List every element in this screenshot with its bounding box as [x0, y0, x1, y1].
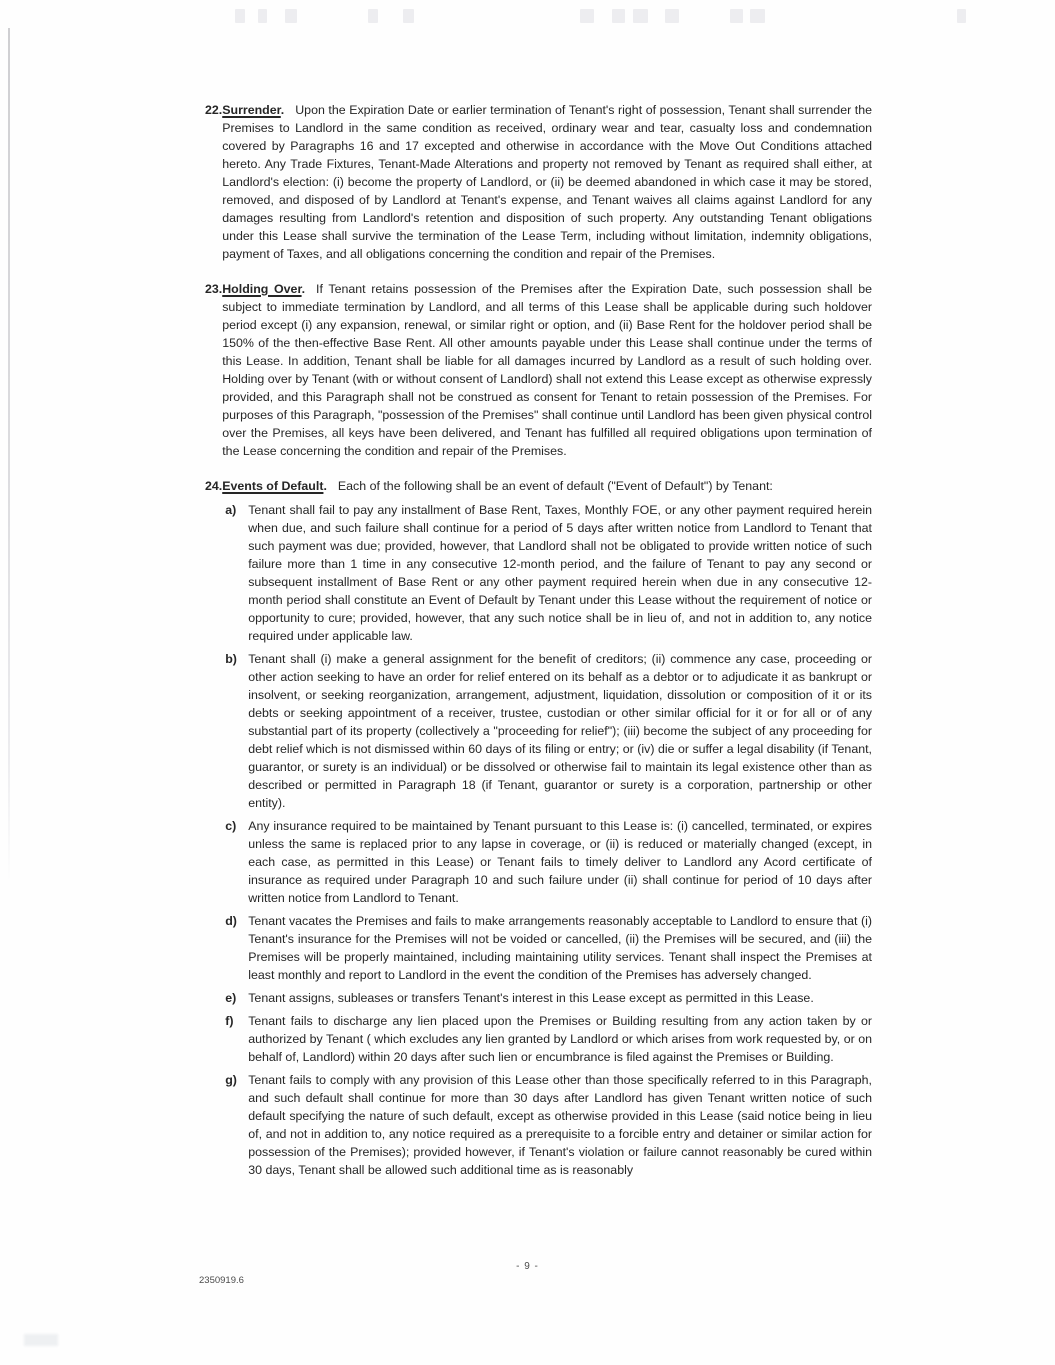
- section-body-text: Each of the following shall be an event of default ("Event of Default") by Tenant:: [337, 479, 773, 493]
- scan-mark: [580, 9, 594, 23]
- section-heading: Holding Over: [222, 282, 302, 296]
- default-items-list: [222, 501, 872, 1179]
- default-item-f: [222, 1012, 872, 1066]
- item-letter: c): [225, 819, 237, 833]
- item-text: Tenant shall (i) make a general assignment for the benefit of creditors; (ii) commence any case, proceeding or other action seeking to have an order for relief entered on its behalf as a debtor or to adjudicate it as bankrupt or insolvent, or seeking reorganization, arrangement, adjustment, liquidation, dissolution or composition of it or its debts or seeking appointment of a receiver, trustee, custodian or other similar official for it or for all or of any substantial part of its property (collectively a "proceeding for relief"); (iii) become the subject of any proceeding for debt relief which is not dismissed within 60 days of its filing or entry; or (iv) die or suffer a legal disability (if Tenant, guarantor, or surety is an individual) or be dissolved or otherwise fail to maintain its legal existence other than as described or permitted in Paragraph 18 (if Tenant, guarantor or surety is a corporation, partnership or other entity).: [248, 652, 872, 810]
- scan-mark: [730, 9, 743, 23]
- scan-mark: [633, 9, 648, 23]
- default-item-c: [222, 817, 872, 907]
- section-number: 23.: [205, 282, 223, 296]
- section-heading: Events of Default: [222, 479, 324, 493]
- section-paragraph: [222, 280, 872, 460]
- scan-mark: [285, 9, 297, 23]
- item-text: Tenant shall fail to pay any installment of Base Rent, Taxes, Monthly FOE, or any other payment required herein when due, and such failure shall continue for a period of 5 days after written notice from Landlord to Tenant that such payment was due; provided, however, that Landlord shall not be obligated to provide written notice of such failure more than 1 time in any consecutive 12-month period, and the failure of Tenant to pay any second or subsequent installment of Base Rent or any other payment required herein when due in any consecutive 12-month period shall constitute an Event of Default by Tenant under this Lease without the requirement of notice or opportunity to cure; provided, however, that any such notice shall be in lieu of, and not in addition to, any notice required under applicable law.: [248, 503, 872, 643]
- item-text: Tenant vacates the Premises and fails to make arrangements reasonably acceptable to Landlord to ensure that (i) Tenant's insurance for the Premises will not be voided or cancelled, (ii) the Premises will be secured, and (iii) the Premises will be properly maintained, including maintaining utility services. Tenant shall inspect the Premises at least monthly and report to Landlord in the event the condition of the Premises has adversely changed.: [248, 914, 872, 982]
- default-item-g: [222, 1071, 872, 1179]
- lease-text-block: [205, 101, 872, 1196]
- item-letter: e): [225, 991, 237, 1005]
- item-letter: a): [225, 503, 237, 517]
- scan-mark: [235, 9, 245, 23]
- heading-period: .: [301, 282, 306, 296]
- scan-artifact-left-edge-line: [8, 28, 10, 883]
- scan-mark: [368, 9, 378, 23]
- heading-period: .: [323, 479, 327, 493]
- doc-number: 2350919.6: [199, 1275, 244, 1286]
- scan-mark: [957, 9, 966, 23]
- item-text: Tenant assigns, subleases or transfers Tenant's interest in this Lease except as permitted in this Lease.: [248, 991, 814, 1005]
- default-item-e: [222, 989, 872, 1007]
- scan-mark: [403, 9, 414, 23]
- item-letter: f): [225, 1014, 234, 1028]
- default-item-d: [222, 912, 872, 984]
- scan-mark: [665, 9, 679, 23]
- section-23-holding-over: [205, 280, 872, 460]
- section-paragraph: [222, 101, 872, 263]
- section-24-events-of-default: [205, 477, 872, 1179]
- section-paragraph: [222, 477, 872, 495]
- scan-mark: [612, 9, 625, 23]
- scan-mark: [750, 9, 765, 23]
- section-22-surrender: [205, 101, 872, 263]
- section-heading: Surrender: [222, 103, 281, 117]
- page-number: - 9 -: [516, 1261, 539, 1272]
- item-text: Tenant fails to comply with any provision of this Lease other than those specifically referred to in this Paragraph, and such default shall continue for more than 30 days after Landlord has given Tenant written notice of such default specifying the nature of such default, except as otherwise provided in this Lease (said notice being in lieu of, and not in addition to, any notice required as a prerequisite to a forcible entry and detainer or similar action for possession of the Premises); provided however, if Tenant's violation or failure cannot reasonably be cured within 30 days, Tenant shall be allowed such additional time as is reasonably: [248, 1073, 872, 1177]
- item-letter: g): [225, 1073, 237, 1087]
- item-letter: d): [225, 914, 237, 928]
- item-text: Tenant fails to discharge any lien placed upon the Premises or Building resulting from any action taken by or authorized by Tenant ( which excludes any lien granted by Landlord or which arises from work requested by, or on behalf of, Landlord) within 20 days after such lien or encumbrance is filed against the Premises or Building.: [248, 1014, 872, 1064]
- section-body-text: Upon the Expiration Date or earlier termination of Tenant's right of possession, Tenant shall surrender the Premises to Landlord in the same condition as received, ordinary wear and tear, casualty loss and condemnation covered by Paragraphs 16 and 17 excepted and otherwise in accordance with the Move Out Conditions attached hereto. Any Trade Fixtures, Tenant-Made Alterations and property not removed by Tenant as required shall either, at Landlord's election: (i) become the property of Landlord, or (ii) be deemed abandoned in which case it may be stored, removed, and disposed of by Landlord at Tenant's expense, and Tenant waives all claims against Landlord for any damages resulting from Landlord's retention and disposition of such property. Any outstanding Tenant obligations under this Lease shall survive the termination of the Lease Term, including without limitation, indemnity obligations, payment of Taxes, and all obligations concerning the condition and repair of the Premises.: [222, 103, 872, 261]
- default-item-a: [222, 501, 872, 645]
- section-number: 24.: [205, 479, 223, 493]
- item-text: Any insurance required to be maintained by Tenant pursuant to this Lease is: (i) cancelled, terminated, or expires unless the same is replaced prior to any lapse in coverage, or (ii) is reduced or materially changed (except, in each case, as permitted in this Lease) or Tenant fails to timely deliver to Landlord any Acord certificate of insurance as required under Paragraph 10 and such failure under (ii) shall continue for period of 10 days after written notice from Landlord to Tenant.: [248, 819, 872, 905]
- scan-mark: [258, 9, 267, 23]
- section-content: [222, 477, 872, 1179]
- section-body-text: If Tenant retains possession of the Premises after the Expiration Date, such possession shall be subject to immediate termination by Landlord, and all terms of this Lease shall be applicable during such holdover period except (i) any expansion, renewal, or similar right or option, and (ii) Base Rent for the holdover period shall be 150% of the then-effective Base Rent. All other amounts payable under this Lease shall continue under the terms of this Lease. In addition, Tenant shall be liable for all damages incurred by Landlord as a result of such holding over. Holding over by Tenant (with or without consent of Landlord) shall not extend this Lease except as otherwise expressly provided, and this Paragraph shall not be construed as consent for Tenant to retain possession of the Premises. For purposes of this Paragraph, "possession of the Premises" shall continue until Landlord has been given physical control over the Premises, all keys have been delivered, and Tenant has fulfilled all required obligations upon termination of the Lease concerning the condition and repair of the Premises.: [222, 282, 873, 458]
- heading-period: .: [280, 103, 285, 117]
- section-number: 22.: [205, 103, 223, 117]
- scan-artifact-bottom-smudge: [24, 1334, 58, 1346]
- item-letter: b): [225, 652, 237, 666]
- default-item-b: [222, 650, 872, 812]
